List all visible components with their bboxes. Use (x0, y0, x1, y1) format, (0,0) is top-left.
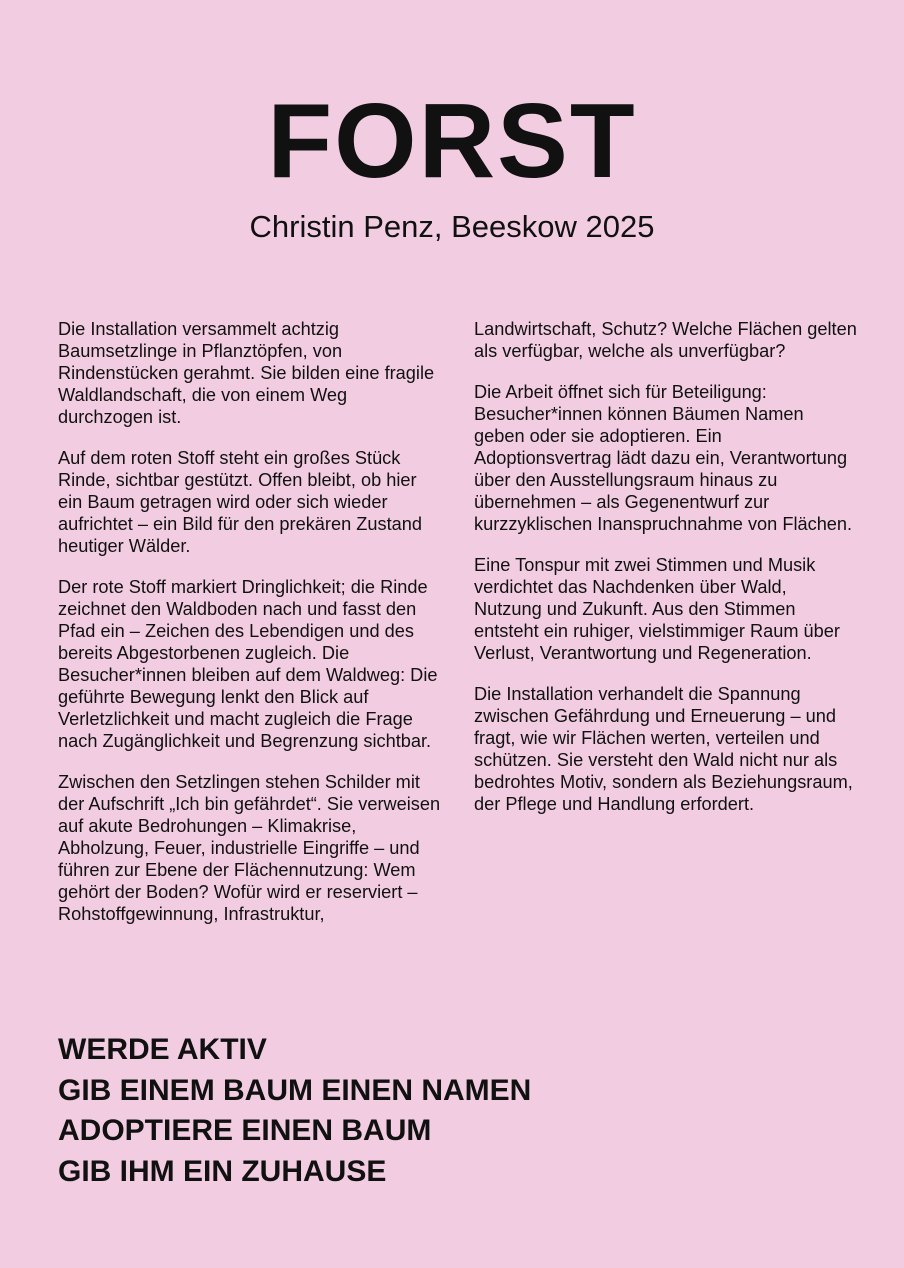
cta-line: WERDE AKTIV (58, 1033, 267, 1066)
page-subtitle: Christin Penz, Beeskow 2025 (249, 209, 655, 244)
paragraph: Zwischen den Setzlingen stehen Schilder mit der Aufschrift „Ich bin gefährdet“. Sie verweisen auf akute Bedrohungen – Klimakrise, Abholzung, Feuer, industrielle Eingriffe – und führen zur Ebene der Flächennutzung: Wem gehört der Boden? Wofür wird er reserviert – Rohstoffgewinnung, Infrastruktur, Landwirtschaft, Schutz? Welche Flächen gelten als verfügbar, welche als unverfügbar? (58, 319, 857, 924)
paragraph: Die Arbeit öffnet sich für Beteiligung: Besucher*innen können Bäumen Namen geben oder sie adoptieren. Ein Adoptionsvertrag lädt dazu ein, Verantwortung über den Ausstellungsraum hinaus zu übernehmen – als Gegenentwurf zur kurzzyklischen Inanspruchnahme von Flächen. (474, 382, 853, 534)
paragraph: Der rote Stoff markiert Dringlichkeit; die Rinde zeichnet den Waldboden nach und fasst den Pfad ein – Zeichen des Lebendigen und des bereits Abgestorbenen zugleich. Die Besucher*innen bleiben auf dem Waldweg: Die geführte Bewegung lenkt den Blick auf Verletzlichkeit und macht zugleich die Frage nach Zugänglichkeit und Begrenzung sichtbar. (58, 577, 438, 751)
cta-line: GIB IHM EIN ZUHAUSE (58, 1154, 387, 1188)
call-to-action (58, 1030, 858, 1192)
paragraph: Eine Tonspur mit zwei Stimmen und Musik verdichtet das Nachdenken über Wald, Nutzung und Zukunft. Aus den Stimmen entsteht ein ruhiger, vielstimmiger Raum über Verlust, Verantwortung und Regeneration. (474, 555, 840, 663)
paragraph: Die Installation versammelt achtzig Baumsetzlinge in Pflanztöpfen, von Rindenstücken gerahmt. Sie bilden eine fragile Waldlandschaft, die von einem Weg durchzogen ist. (58, 319, 435, 427)
cta-line: GIB EINEM BAUM EINEN NAMEN (58, 1073, 532, 1107)
body-text (58, 318, 858, 968)
paragraph: Die Installation verhandelt die Spannung zwischen Gefährdung und Erneuerung – und fragt, wie wir Flächen werten, verteilen und schützen. Sie versteht den Wald nicht nur als bedrohtes Motiv, sondern als Beziehungsraum, der Pflege und Handlung erfordert. (474, 684, 853, 814)
page-title: FORST (267, 82, 637, 200)
paragraph: Auf dem roten Stoff steht ein großes Stück Rinde, sichtbar gestützt. Offen bleibt, ob hier ein Baum getragen wird oder sich wieder aufrichtet – ein Bild für den prekären Zustand heutiger Wälder. (58, 448, 422, 556)
cta-line: ADOPTIERE EINEN BAUM (58, 1114, 432, 1147)
